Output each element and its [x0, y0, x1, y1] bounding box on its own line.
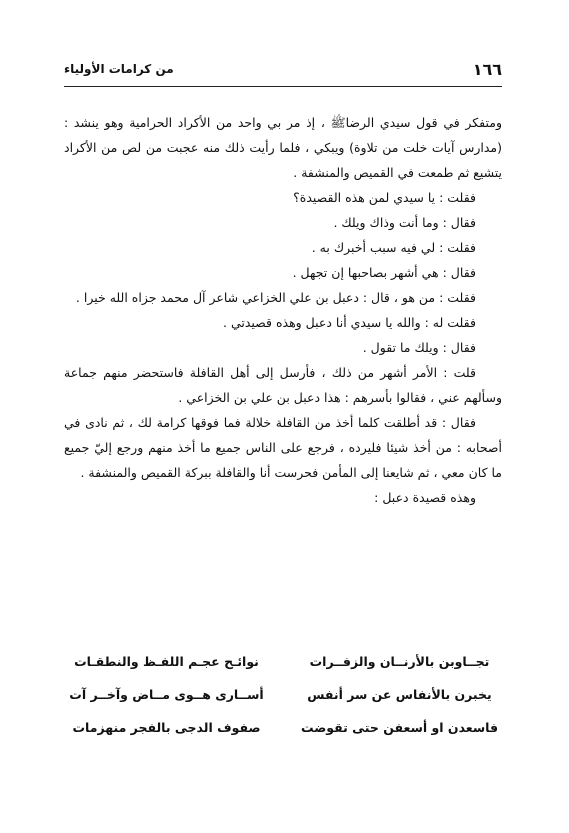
- body-text: [64, 110, 502, 510]
- paragraph: فقلت له : والله يا سيدي أنا دعبل وهذه قصيدتي .: [223, 315, 476, 330]
- poem-first-hemistich: فاسعدن او أسعفن حتى تقوضت: [300, 720, 499, 735]
- paragraph: ومتفكر في قول سيدي الرضاﷺ ، إذ مر بي واحد من الأكراد الحرامية وهو ينشد : (مدارس آيات خلت من تلاوة) ويبكي ، فلما رأيت ذلك منه عجبت من لص من الأكراد يتشيع ثم طمعت في القميص والمنشفة .: [64, 115, 502, 180]
- page-number: ١٦٦: [472, 60, 502, 79]
- paragraph: فقلت : لي فيه سبب أخبرك به .: [311, 240, 476, 255]
- poem-second-hemistich: أســارى هــوى مــاض وآخــر آت: [69, 687, 264, 702]
- poem-first-hemistich: يخبرن بالأنفاس عن سر أنفس: [307, 687, 492, 702]
- poem-verse: [64, 711, 502, 744]
- paragraph: فقلت : يا سيدي لمن هذه القصيدة؟: [293, 190, 476, 205]
- poem-first-hemistich: تجــاوبن بالأرنــان والزفــرات: [309, 654, 490, 669]
- paragraph: فقال : هي أشهر بصاحبها إن تجهل .: [292, 265, 476, 280]
- book-title: من كرامات الأولياء: [64, 62, 174, 76]
- poem: [64, 645, 502, 744]
- poem-verse: [64, 678, 502, 711]
- paragraph: فقال : وما أنت وذاك ويلك .: [333, 215, 476, 230]
- paragraph: فقال : ويلك ما تقول .: [362, 340, 476, 355]
- header-divider: [64, 86, 502, 87]
- running-header: [64, 58, 502, 84]
- paragraph: فقلت : من هو ، قال : دعبل بن علي الخزاعي شاعر آل محمد جزاه الله خيرا .: [75, 290, 476, 305]
- paragraph: وهذه قصيدة دعبل :: [374, 490, 476, 505]
- poem-verse: [64, 645, 502, 678]
- paragraph: فقال : قد أطلقت كلما أخذ من القافلة خلالة فما فوقها كرامة لك ، ثم نادى في أصحابه : من أخذ شيئا فليرده ، فرجع على الناس جميع ما أخذ منهم ورجع إليّ جميع ما كان معي ، ثم شايعنا إلى المأمن فحرست أنا والقافلة ببركة القميص والمنشفة .: [64, 415, 502, 480]
- paragraph: قلت : الأمر أشهر من ذلك ، فأرسل إلى أهل القافلة فاستحضر منهم جماعة وسألهم عني ، فقالوا بأسرهم : هذا دعبل بن علي بن الخزاعي .: [64, 365, 502, 405]
- poem-second-hemistich: نوائـح عجـم اللفـظ والنطقـات: [74, 654, 259, 669]
- poem-second-hemistich: صفوف الدجى بالفجر منهزمات: [72, 720, 261, 735]
